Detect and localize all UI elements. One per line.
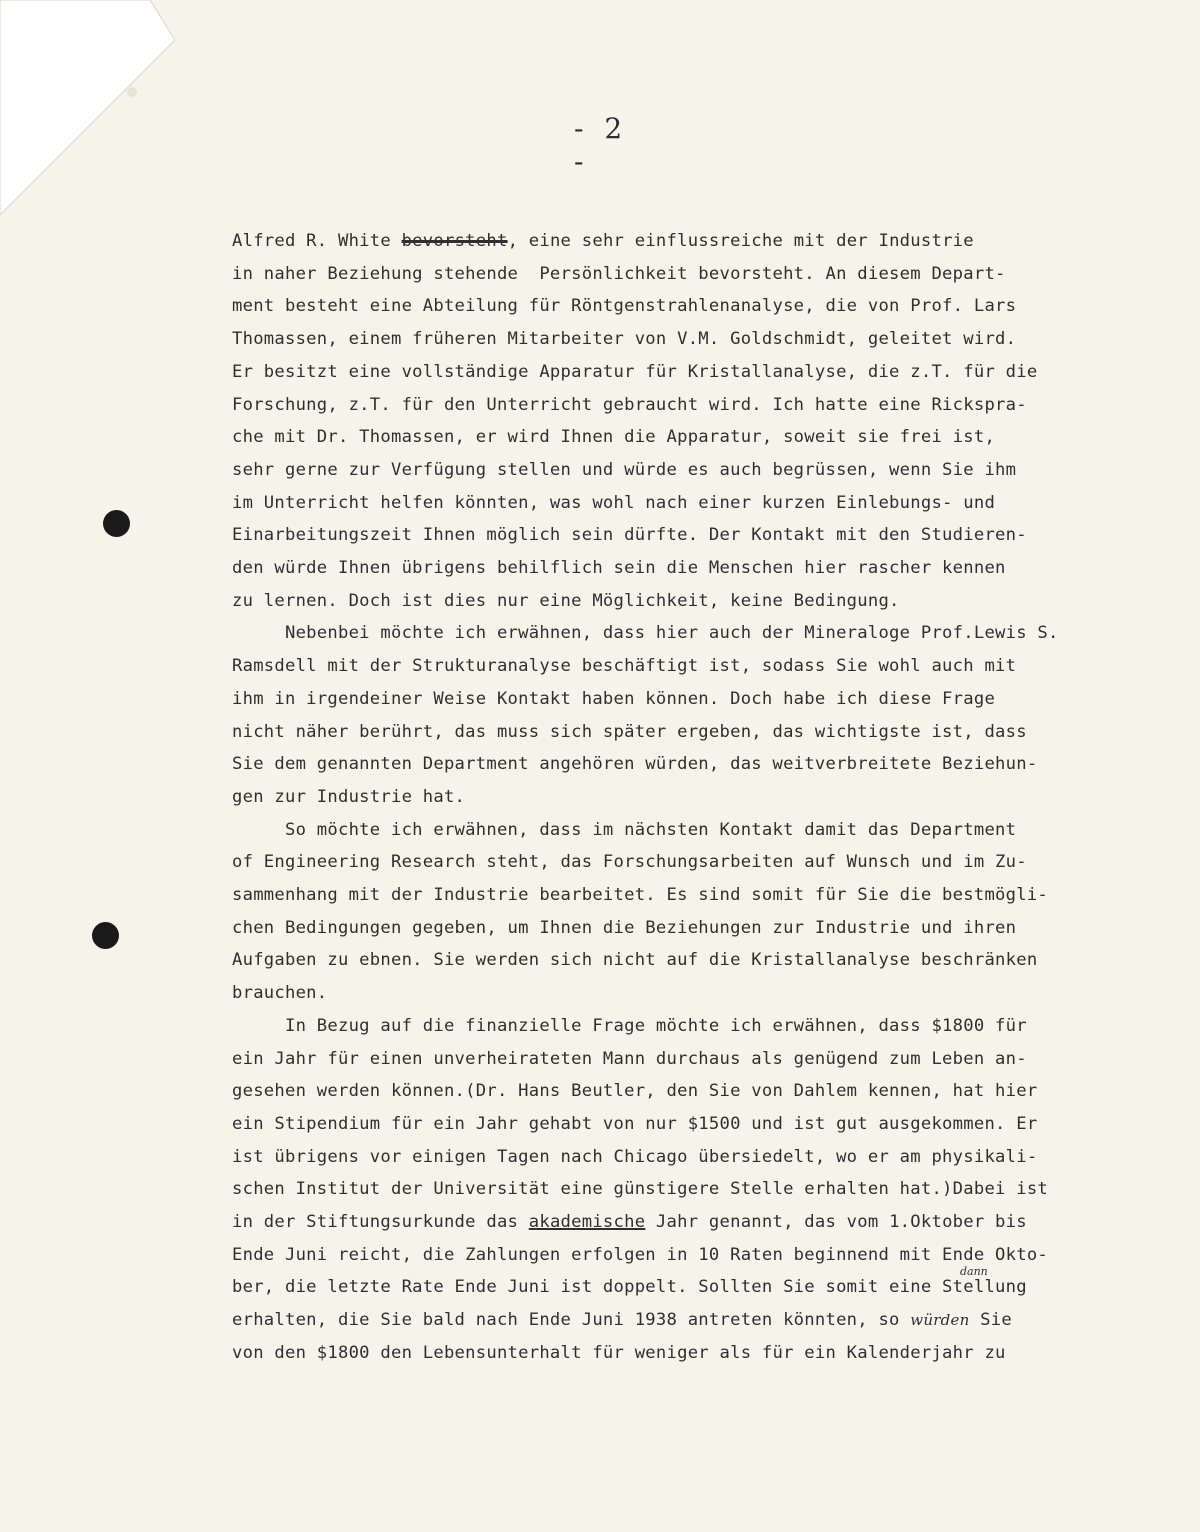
- text-segment: Sie: [969, 1310, 1012, 1331]
- text-segment: in der Stiftungsurkunde das: [232, 1212, 529, 1232]
- text-under: akademische: [528, 1212, 646, 1232]
- text-line: [232, 1240, 1132, 1270]
- text-line: [232, 390, 1132, 420]
- text-line: [232, 455, 1132, 485]
- text-segment: Einarbeitungszeit Ihnen möglich sein dürfte. Der Kontakt mit den Studieren-: [232, 525, 1027, 546]
- text-segment: In Bezug auf die finanzielle Frage möchte ich erwähnen, dass $1800 für: [232, 1015, 1027, 1036]
- text-segment: Aufgaben zu ebnen. Sie werden sich nicht auf die Kristallanalyse beschränken: [232, 950, 1038, 971]
- text-line: [232, 488, 1132, 518]
- text-line: [232, 422, 1132, 452]
- text-segment: Alfred R. White: [232, 231, 402, 251]
- text-segment: sammenhang mit der Industrie bearbeitet. Es sind somit für Sie die bestmögli-: [232, 885, 1049, 905]
- text-line: [232, 1044, 1132, 1074]
- text-segment: nicht näher berührt, das muss sich später ergeben, das wichtigste ist, dass: [232, 721, 1027, 742]
- text-segment: Ende Juni reicht, die Zahlungen erfolgen in 10 Raten beginnend mit Ende Okto-: [232, 1244, 1049, 1265]
- text-segment: Thomassen, einem früheren Mitarbeiter von V.M. Goldschmidt, geleitet wird.: [232, 329, 1017, 350]
- text-segment: von den $1800 den Lebensunterhalt für weniger als für ein Kalenderjahr zu: [232, 1342, 1006, 1363]
- punch-hole-lower: [92, 922, 119, 949]
- text-segment: So möchte ich erwähnen, dass im nächsten Kontakt damit das Department: [232, 819, 1017, 840]
- text-segment: Er besitzt eine vollständige Apparatur für Kristallanalyse, die z.T. für die: [232, 361, 1038, 382]
- text-line: [232, 684, 1132, 714]
- text-segment: , eine sehr einflussreiche mit der Industrie: [507, 231, 974, 251]
- text-line: [232, 357, 1132, 387]
- text-line: [232, 1142, 1132, 1172]
- text-line: [232, 291, 1132, 321]
- text-line: [232, 1011, 1132, 1041]
- text-segment: of Engineering Research steht, das Forschungsarbeiten auf Wunsch und im Zu-: [232, 852, 1027, 873]
- text-segment: Forschung, z.T. für den Unterricht gebraucht wird. Ich hatte eine Ricksprа-: [232, 394, 1027, 415]
- text-line: [232, 717, 1132, 747]
- text-segment: ein Stipendium für ein Jahr gehabt von nur $1500 und ist gut ausgekommen. Er: [232, 1113, 1038, 1134]
- text-line: [232, 1338, 1132, 1368]
- handwritten-insertion: dann: [960, 1265, 988, 1278]
- text-hand: würden: [910, 1311, 970, 1330]
- text-segment: ber, die letzte Rate Ende Juni ist doppelt. Sollten Sie somit eine Stellung: [232, 1277, 1027, 1298]
- text-line: [232, 520, 1132, 550]
- text-segment: Jahr genannt, das vom 1.Oktober bis: [645, 1212, 1027, 1232]
- text-segment: ihm in irgendeiner Weise Kontakt haben können. Doch habe ich diese Frage: [232, 688, 996, 709]
- text-segment: den würde Ihnen übrigens behilflich sein die Menschen hier rascher kennen: [232, 558, 1006, 578]
- text-segment: Sie dem genannten Department angehören würden, das weitverbreitete Beziehun-: [232, 754, 1038, 775]
- text-segment: in naher Beziehung stehende Persönlichkeit bevorsteht. An diesem Depart-: [232, 263, 1006, 284]
- text-line: [232, 618, 1132, 648]
- text-line: [232, 1174, 1132, 1204]
- text-line: [232, 749, 1132, 779]
- text-segment: sehr gerne zur Verfügung stellen und würde es auch begrüssen, wenn Sie ihm: [232, 459, 1017, 480]
- text-line: [232, 226, 1132, 256]
- text-segment: brauchen.: [232, 983, 328, 1004]
- text-line: [232, 553, 1132, 583]
- text-strike: bevorsteht: [401, 231, 508, 251]
- text-line: [232, 651, 1132, 681]
- text-line: [232, 880, 1132, 910]
- text-line: [232, 847, 1132, 877]
- text-line: [232, 259, 1132, 289]
- text-line: [232, 1305, 1132, 1335]
- punch-hole-upper: [103, 510, 130, 537]
- text-line: [232, 586, 1132, 616]
- text-segment: che mit Dr. Thomassen, er wird Ihnen die Apparatur, soweit sie frei ist,: [232, 427, 996, 448]
- text-segment: schen Institut der Universität eine günstigere Stelle erhalten hat.)Dabei ist: [232, 1179, 1049, 1200]
- text-segment: Ramsdell mit der Strukturanalyse beschäftigt ist, sodass Sie wohl auch mit: [232, 656, 1017, 677]
- text-line: [232, 324, 1132, 354]
- text-line: [232, 815, 1132, 845]
- text-segment: gen zur Industrie hat.: [232, 786, 466, 807]
- text-segment: ein Jahr für einen unverheirateten Mann durchaus als genügend zum Leben an-: [232, 1048, 1027, 1069]
- text-segment: erhalten, die Sie bald nach Ende Juni 1938 antreten könnten, so: [232, 1310, 911, 1331]
- text-line: [232, 1272, 1132, 1302]
- text-line: [232, 1109, 1132, 1139]
- text-line: [232, 782, 1132, 812]
- text-line: [232, 913, 1132, 943]
- text-line: [232, 1207, 1132, 1237]
- text-segment: Nebenbei möchte ich erwähnen, dass hier auch der Mineraloge Prof.Lewis S.: [232, 623, 1059, 644]
- text-segment: chen Bedingungen gegeben, um Ihnen die Beziehungen zur Industrie und ihren: [232, 917, 1017, 938]
- text-segment: im Unterricht helfen könnten, was wohl nach einer kurzen Einlebungs- und: [232, 492, 996, 513]
- text-line: [232, 945, 1132, 975]
- text-segment: gesehen werden können.(Dr. Hans Beutler, den Sie von Dahlem kennen, hat hier: [232, 1081, 1038, 1102]
- text-segment: ist übrigens vor einigen Tagen nach Chicago übersiedelt, wo er am physikali-: [232, 1146, 1038, 1167]
- text-segment: zu lernen. Doch ist dies nur eine Möglichkeit, keine Bedingung.: [232, 590, 900, 611]
- text-segment: ment besteht eine Abteilung für Röntgenstrahlenanalyse, die von Prof. Lars: [232, 296, 1017, 317]
- text-line: [232, 978, 1132, 1008]
- text-line: [232, 1076, 1132, 1106]
- page-number: - 2 -: [574, 112, 629, 178]
